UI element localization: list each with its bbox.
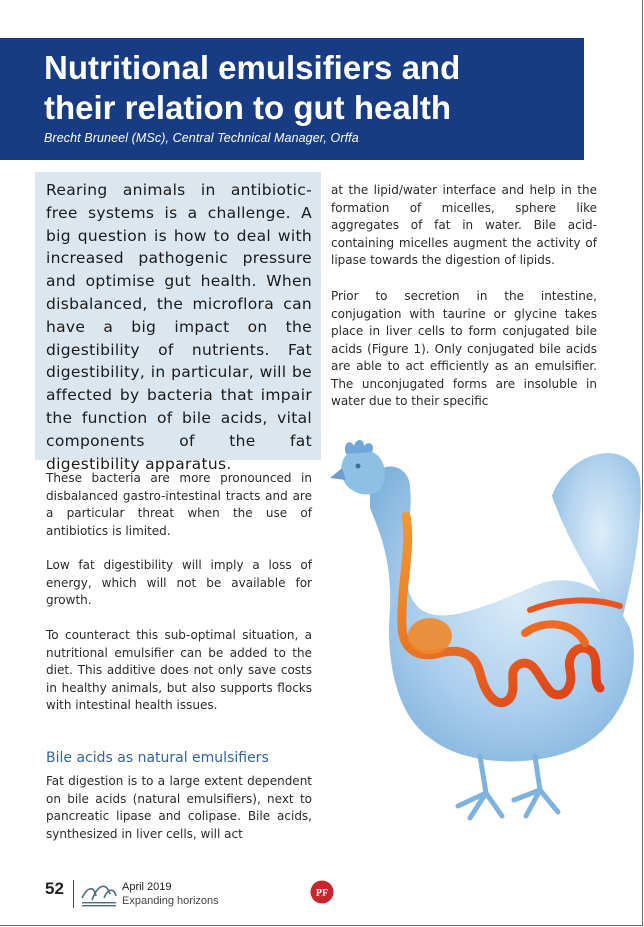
magazine-tagline: Expanding horizons	[122, 895, 219, 907]
issue-date: April 2019	[122, 881, 172, 893]
section-subheading: Bile acids as natural emulsifiers	[46, 750, 269, 766]
left-paragraph-2: Low fat digestibility will imply a loss of energy, which will not be available for growth.	[46, 558, 312, 607]
left-paragraph-1: These bacteria are more pronounced in disbalanced gastro-intestinal tracts and are a particular threat when the use of antibiotics is limited.	[46, 471, 312, 538]
pf-mark-text: PF	[315, 888, 329, 899]
hen-head-shape	[341, 449, 385, 494]
left-paragraph-3: To counteract this sub-optimal situation, a nutritional emulsifier can be added to the diet. This additive does not only save costs in healthy animals, but also supports flocks with intestinal health issues.	[46, 628, 312, 712]
right-paragraph-1: at the lipid/water interface and help in the formation of micelles, sphere like aggregates of fat in water. Bile acid-containing micelles augment the activity of lipase towards the digestion of lipids.	[331, 183, 597, 267]
gizzard-shape	[408, 618, 452, 654]
right-leg-shape	[514, 756, 558, 816]
intro-paragraph: Rearing animals in antibiotic-free systems is a challenge. A big question is how to deal with increased pathogenic pressure and optimise gut health. When disbalanced, the microflora can have a big impact on the digestibility of nutrients. Fat digestibility, in particular, will be affected by bacteria that impair the function of bile acids, vital components of the fat digestibility apparatus.	[46, 181, 312, 473]
left-paragraph-4: Fat digestion is to a large extent dependent on bile acids (natural emulsifiers), next to pancreatic lipase and colipase. Bile acids, synthesized in liver cells, will act	[46, 774, 312, 841]
footer-divider	[73, 880, 74, 908]
right-paragraph-2: Prior to secretion in the intestine, conjugation with taurine or glycine takes place in liver cells to form conjugated bile acids (Figure 1). Only conjugated bile acids are able to act efficiently as an emulsifier. The unconjugated forms are insoluble in water due to their specific	[331, 289, 597, 408]
title-line-2: their relation to gut health	[44, 89, 452, 126]
hen-digestive-tract-illustration	[330, 438, 644, 833]
article-title	[44, 48, 574, 128]
eye-icon	[356, 464, 361, 469]
left-leg-shape	[458, 756, 502, 818]
page-number: 52	[45, 879, 64, 898]
comb-shape	[345, 440, 373, 454]
title-line-1: Nutritional emulsifiers and	[44, 49, 461, 86]
byline: Brecht Bruneel (MSc), Central Technical Manager, Orffa	[44, 131, 359, 145]
pf-logo-icon	[310, 880, 334, 904]
magazine-logo-icon	[80, 878, 118, 908]
